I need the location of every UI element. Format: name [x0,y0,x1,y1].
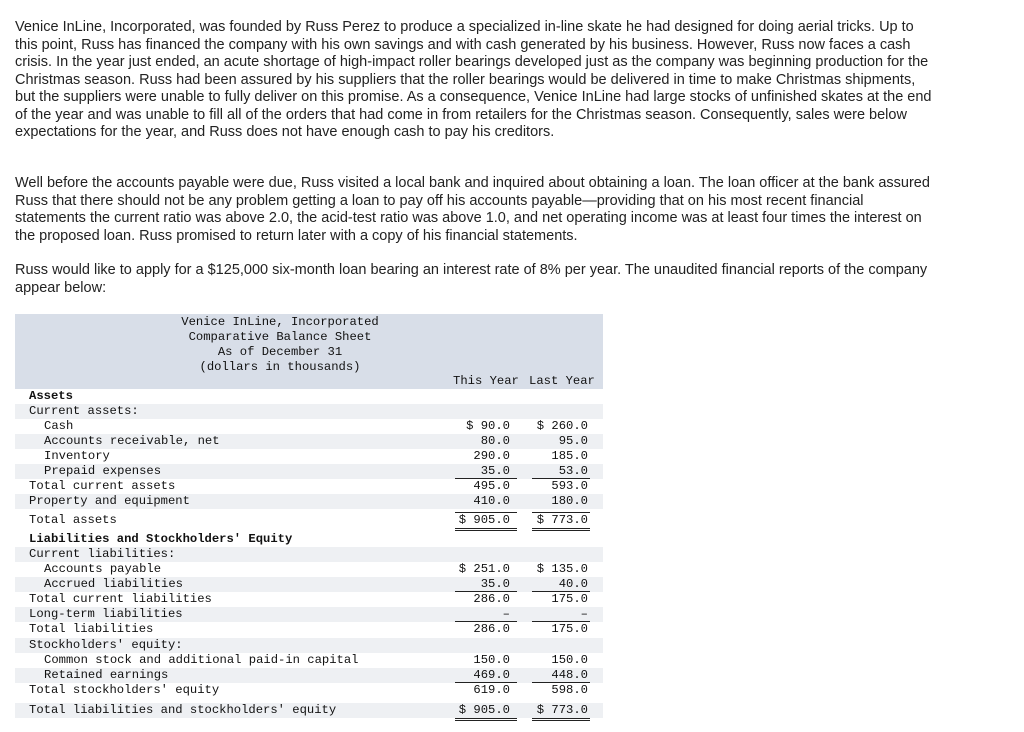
table-row [15,653,603,668]
this-year-value: $ 251.0 [458,562,510,576]
table-row [15,434,603,449]
balance-sheet-header [15,314,603,389]
this-year-value: 150.0 [473,653,510,667]
table-row [15,449,603,464]
table-row [15,464,603,479]
table-row [15,607,603,622]
table-row [15,404,603,419]
balance-sheet-table [15,314,603,724]
this-year-value: – [502,607,510,621]
last-year-value: 53.0 [558,464,588,478]
total-double-rule [455,718,517,719]
this-year-value: 469.0 [473,668,510,682]
row-label: Common stock and additional paid-in capital [44,653,359,667]
intro-paragraph-3: Russ would like to apply for a $125,000 six-month loan bearing an interest rate of 8% per year. The unaudited financial reports of the company appear below: [15,262,928,296]
column-header-last-year: Last Year [529,374,595,388]
row-label: Liabilities and Stockholders' Equity [29,532,293,546]
intro-paragraph-1: Venice InLine, Incorporated, was founded by Russ Perez to produce a specialized in-line skate he had designed for doing aerial tricks. Up to this point, Russ has financed the company with his own savings and with cash generated by his business. However, Russ now faces a cash crisis. In the year just ended, an acute shortage of high-impact roller bearings developed just as the company was beginning production for the Christmas season. Russ had been assured by his suppliers that the roller bearings would be delivered in time to make Christmas shipments, but the suppliers were unable to fully deliver on this promise. As a consequence, Venice InLine had large stocks of unfinished skates at the end of the year and was unable to fill all of the orders that had come in from retailers for the Christmas season. Consequently, sales were below expectations for the year, and Russ does not have enough cash to pay his creditors. [15,19,932,140]
row-label: Total current liabilities [29,592,212,606]
table-row [15,622,603,637]
total-double-rule [455,530,517,531]
row-label: Long-term liabilities [29,607,183,621]
table-row [15,513,603,528]
last-year-value: 185.0 [551,449,588,463]
row-label: Total assets [29,513,117,527]
last-year-value: $ 773.0 [536,703,588,717]
table-row [15,389,603,404]
this-year-value: 35.0 [480,577,510,591]
subtotal-rule [455,682,517,683]
this-year-value: 35.0 [480,464,510,478]
subtotal-rule [455,591,517,592]
last-year-value: 593.0 [551,479,588,493]
row-label: Stockholders' equity: [29,638,183,652]
this-year-value: 286.0 [473,592,510,606]
last-year-value: $ 135.0 [536,562,588,576]
table-row [15,494,603,509]
table-row [15,562,603,577]
subtotal-rule [455,478,517,479]
row-label: Cash [44,419,74,433]
table-row [15,592,603,607]
row-label: Assets [29,389,73,403]
statement-units: (dollars in thousands) [199,360,361,374]
subtotal-rule [532,478,590,479]
row-label: Accounts receivable, net [44,434,220,448]
last-year-value: 180.0 [551,494,588,508]
last-year-value: 598.0 [551,683,588,697]
this-year-value: 619.0 [473,683,510,697]
last-year-value: 95.0 [558,434,588,448]
subtotal-rule [532,682,590,683]
this-year-value: $ 905.0 [458,513,510,527]
this-year-value: 286.0 [473,622,510,636]
row-label: Prepaid expenses [44,464,162,478]
table-row [15,703,603,718]
table-row [15,638,603,653]
total-double-rule [532,718,590,719]
column-header-this-year: This Year [453,374,519,388]
intro-paragraph-2: Well before the accounts payable were due, Russ visited a local bank and inquired about obtaining a loan. The loan officer at the bank assured Russ that there should not be any problem getting a loan to pay off his accounts payable—providing that on his most recent financial statements the current ratio was above 2.0, the acid-test ratio was above 1.0, and net operating income was at least four times the interest on the proposed loan. Russ promised to return later with a copy of his financial statements. [15,175,930,244]
subtotal-rule [532,512,590,513]
this-year-value: $ 905.0 [458,703,510,717]
row-label: Inventory [44,449,110,463]
row-label: Total liabilities and stockholders' equity [29,703,337,717]
total-double-rule [532,720,590,721]
row-label: Property and equipment [29,494,190,508]
this-year-value: 410.0 [473,494,510,508]
total-double-rule [532,528,590,529]
row-label: Current liabilities: [29,547,176,561]
row-label: Total liabilities [29,622,154,636]
last-year-value: $ 260.0 [536,419,588,433]
row-label: Accounts payable [44,562,162,576]
this-year-value: 290.0 [473,449,510,463]
last-year-value: 175.0 [551,622,588,636]
row-label: Current assets: [29,404,139,418]
table-row [15,479,603,494]
row-label: Total stockholders' equity [29,683,220,697]
table-row [15,547,603,562]
last-year-value: 175.0 [551,592,588,606]
table-row [15,668,603,683]
statement-title: Comparative Balance Sheet [188,330,372,344]
last-year-value: – [580,607,588,621]
table-row [15,577,603,592]
subtotal-rule [532,621,590,622]
last-year-value: 40.0 [558,577,588,591]
subtotal-rule [532,591,590,592]
total-double-rule [532,530,590,531]
this-year-value: $ 90.0 [466,419,510,433]
row-label: Accrued liabilities [44,577,183,591]
table-row [15,419,603,434]
last-year-value: 150.0 [551,653,588,667]
last-year-value: 448.0 [551,668,588,682]
company-name: Venice InLine, Incorporated [181,315,379,329]
table-row [15,683,603,698]
total-double-rule [455,528,517,529]
total-double-rule [455,720,517,721]
subtotal-rule [455,512,517,513]
row-label: Retained earnings [44,668,169,682]
last-year-value: $ 773.0 [536,513,588,527]
table-row [15,532,603,547]
row-label: Total current assets [29,479,176,493]
this-year-value: 80.0 [480,434,510,448]
subtotal-rule [455,621,517,622]
this-year-value: 495.0 [473,479,510,493]
statement-date: As of December 31 [217,345,343,359]
